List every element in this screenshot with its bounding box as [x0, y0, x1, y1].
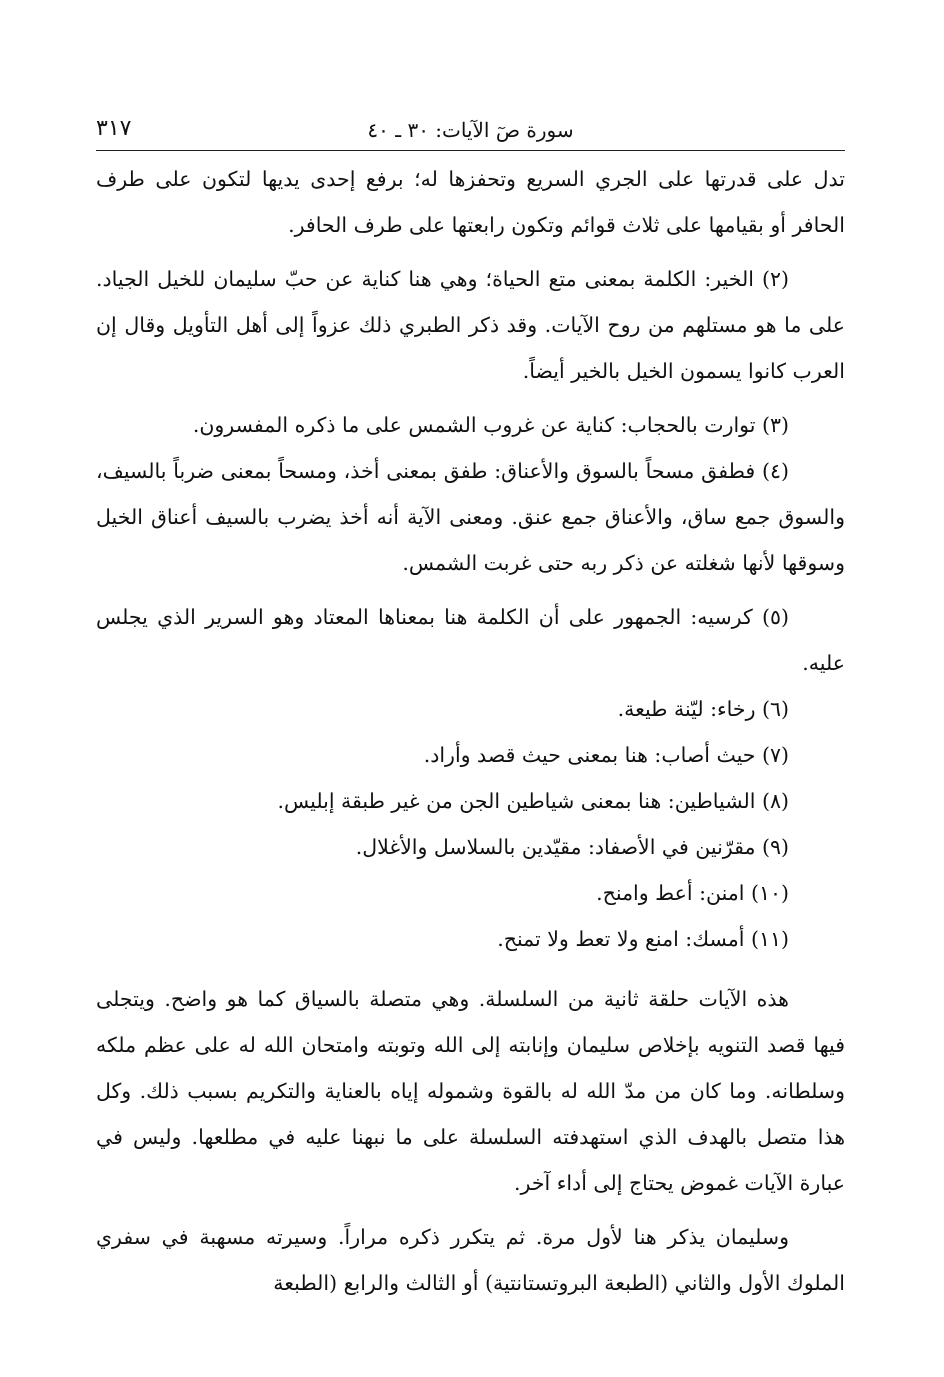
footnote-2: (٢) الخير: الكلمة بمعنى متع الحياة؛ وهي هنا كناية عن حبّ سليمان للخيل الجياد. على ما هو مستلهم من روح الآيات. وقد ذكر الطبري ذلك عزواً إلى أهل التأويل وقال إن العرب كانوا يسمون الخيل بالخير أيضاً. — [96, 267, 845, 383]
continued-paragraph: تدل على قدرتها على الجري السريع وتحفزها له؛ برفع إحدى يديها لتكون على طرف الحافر أو بقيامها على ثلاث قوائم وتكون رابعتها على طرف الحافر. — [96, 167, 845, 237]
footnote-9: (٩) مقرّنين في الأصفاد: مقيّدين بالسلاسل والأغلال. — [355, 835, 789, 859]
footnote-8: (٨) الشياطين: هنا بمعنى شياطين الجن من غير طبقة إبليس. — [277, 789, 789, 813]
footnote-10: (١٠) امنن: أعط وامنح. — [596, 881, 789, 905]
footnote-3: (٣) توارت بالحجاب: كناية عن غروب الشمس على ما ذكره المفسرون. — [192, 413, 789, 437]
footnote-4: (٤) فطفق مسحاً بالسوق والأعناق: طفق بمعنى أخذ، ومسحاً بمعنى ضرباً بالسيف، والسوق جمع ساق، والأعناق جمع عنق. ومعنى الآية أنه أخذ يضرب بالسيف أعناق الخيل وسوقها لأنها شغلته عن ذكر ربه حتى غربت الشمس. — [96, 459, 845, 575]
footnote-11: (١١) أمسك: امنع ولا تعط ولا تمنح. — [497, 927, 789, 951]
running-header — [96, 116, 845, 151]
footnote-5: (٥) كرسيه: الجمهور على أن الكلمة هنا بمعناها المعتاد وهو السرير الذي يجلس عليه. — [96, 605, 845, 675]
footnote-6: (٦) رخاء: ليّنة طيعة. — [617, 697, 789, 721]
page-number: ٣١٧ — [96, 116, 132, 141]
footnote-7: (٧) حيث أصاب: هنا بمعنى حيث قصد وأراد. — [423, 743, 789, 767]
body-paragraph: هذه الآيات حلقة ثانية من السلسلة. وهي متصلة بالسياق كما هو واضح. ويتجلى فيها قصد التنويه بإخلاص سليمان وإنابته إلى الله وتوبته وامتحان الله له على عظم ملكه وسلطانه. وما كان من مدّ الله له بالقوة وشموله إياه بالعناية والتكريم بسبب ذلك. وكل هذا متصل بالهدف الذي استهدفته السلسلة على ما نبهنا عليه في مطلعها. وليس في عبارة الآيات غموض يحتاج إلى أداء آخر. — [96, 987, 845, 1195]
chapter-title: سورة صٓ الآيات: ٣٠ ـ ٤٠ — [367, 118, 574, 142]
body-paragraph: وسليمان يذكر هنا لأول مرة. ثم يتكرر ذكره مراراً. وسيرته مسهبة في سفري الملوك الأول والثاني (الطبعة البروتستانتية) أو الثالث والرابع (الطبعة — [96, 1225, 845, 1295]
page-body — [96, 156, 845, 1306]
